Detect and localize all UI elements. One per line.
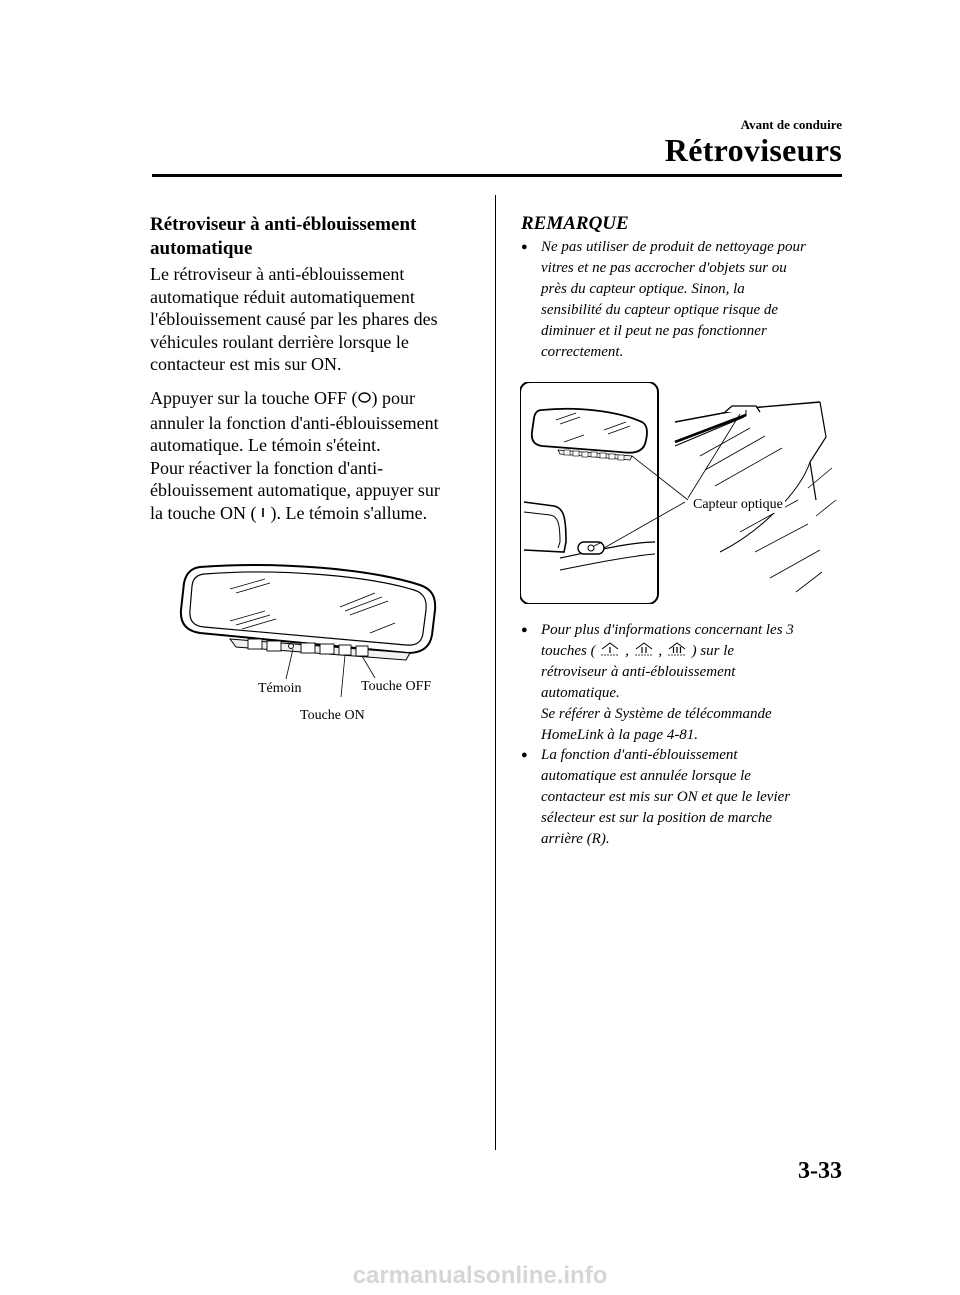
column-divider bbox=[495, 195, 496, 1150]
section-heading-line2: automatique bbox=[150, 238, 253, 259]
instruction-line: éblouissement automatique, appuyer sur bbox=[150, 480, 440, 500]
bullet-icon: ● bbox=[521, 624, 528, 636]
note-line bbox=[541, 641, 841, 662]
note-text: , bbox=[625, 643, 629, 659]
instruction-text: ). Le témoin s'allume. bbox=[270, 502, 428, 523]
instruction-text: ) pour bbox=[371, 388, 415, 408]
bar-icon bbox=[256, 504, 270, 527]
note-item bbox=[521, 745, 841, 850]
note-item bbox=[521, 620, 841, 746]
note-line: La fonction d'anti-éblouissement bbox=[541, 747, 738, 763]
note-line: HomeLink à la page 4-81. bbox=[541, 727, 699, 743]
header-rule bbox=[152, 174, 842, 177]
note-line: sélecteur est sur la position de marche bbox=[541, 810, 773, 826]
intro-line: Le rétroviseur à anti-éblouissement bbox=[150, 264, 405, 284]
instructions-paragraph bbox=[150, 387, 470, 526]
note-line: vitres et ne pas accrocher d'objets sur ou bbox=[541, 260, 787, 276]
note-line: Se référer à Système de télécommande bbox=[541, 706, 772, 722]
note-line: automatique est annulée lorsque le bbox=[541, 768, 751, 784]
section-heading-line1: Rétroviseur à anti-éblouissement bbox=[150, 214, 417, 235]
instruction-line: Pour réactiver la fonction d'anti- bbox=[150, 457, 384, 478]
intro-line: automatique réduit automatiquement bbox=[150, 286, 415, 307]
instruction-line bbox=[150, 387, 470, 412]
intro-line: véhicules roulant derrière lorsque le bbox=[150, 331, 409, 352]
note-line: près du capteur optique. Sinon, la bbox=[541, 281, 745, 297]
instruction-text: Appuyer sur la touche OFF ( bbox=[150, 388, 358, 408]
instruction-line: automatique. Le témoin s'éteint. bbox=[150, 435, 381, 455]
note-line: sensibilité du capteur optique risque de bbox=[541, 302, 779, 318]
instruction-text: la touche ON ( bbox=[150, 502, 257, 523]
note-line: automatique. bbox=[541, 685, 620, 701]
note-line: correctement. bbox=[541, 344, 624, 360]
section-name: Avant de conduire bbox=[740, 117, 842, 132]
intro-paragraph bbox=[150, 263, 470, 376]
label-temoin: Témoin bbox=[258, 681, 302, 696]
homelink-button-icon bbox=[666, 641, 688, 657]
note-text: , bbox=[658, 643, 663, 659]
instruction-line bbox=[150, 502, 470, 527]
remarque-heading: REMARQUE bbox=[521, 213, 629, 234]
intro-line: contacteur est mis sur ON. bbox=[150, 354, 342, 374]
bullet-icon: ● bbox=[521, 749, 528, 761]
intro-line: l'éblouissement causé par les phares des bbox=[150, 309, 438, 329]
homelink-button-icon bbox=[633, 641, 655, 657]
note-line: Pour plus d'informations concernant les 3 bbox=[541, 622, 794, 638]
note-line: Ne pas utiliser de produit de nettoyage pour bbox=[541, 239, 806, 255]
bullet-icon: ● bbox=[521, 241, 528, 253]
page-title: Rétroviseurs bbox=[664, 132, 842, 168]
watermark: carmanualsonline.info bbox=[352, 1262, 608, 1289]
label-touche-on: Touche ON bbox=[300, 708, 365, 723]
instruction-line: annuler la fonction d'anti-éblouissement bbox=[150, 412, 439, 433]
note-line: rétroviseur à anti-éblouissement bbox=[541, 664, 736, 680]
section-heading bbox=[150, 213, 480, 261]
note-line: arrière (R). bbox=[541, 831, 610, 847]
label-capteur-optique: Capteur optique bbox=[693, 497, 783, 512]
note-line: contacteur est mis sur ON et que le levier bbox=[541, 789, 791, 805]
page-number: 3-33 bbox=[798, 1158, 842, 1184]
homelink-button-icon bbox=[599, 641, 621, 657]
note-line: diminuer et il peut ne pas fonctionner bbox=[541, 323, 767, 339]
sensor-illustration bbox=[520, 382, 840, 604]
note-item bbox=[521, 237, 841, 363]
circle-icon bbox=[357, 389, 371, 412]
label-touche-off: Touche OFF bbox=[361, 679, 432, 694]
note-text: ) sur le bbox=[691, 643, 735, 659]
note-text: touches ( bbox=[541, 643, 596, 659]
